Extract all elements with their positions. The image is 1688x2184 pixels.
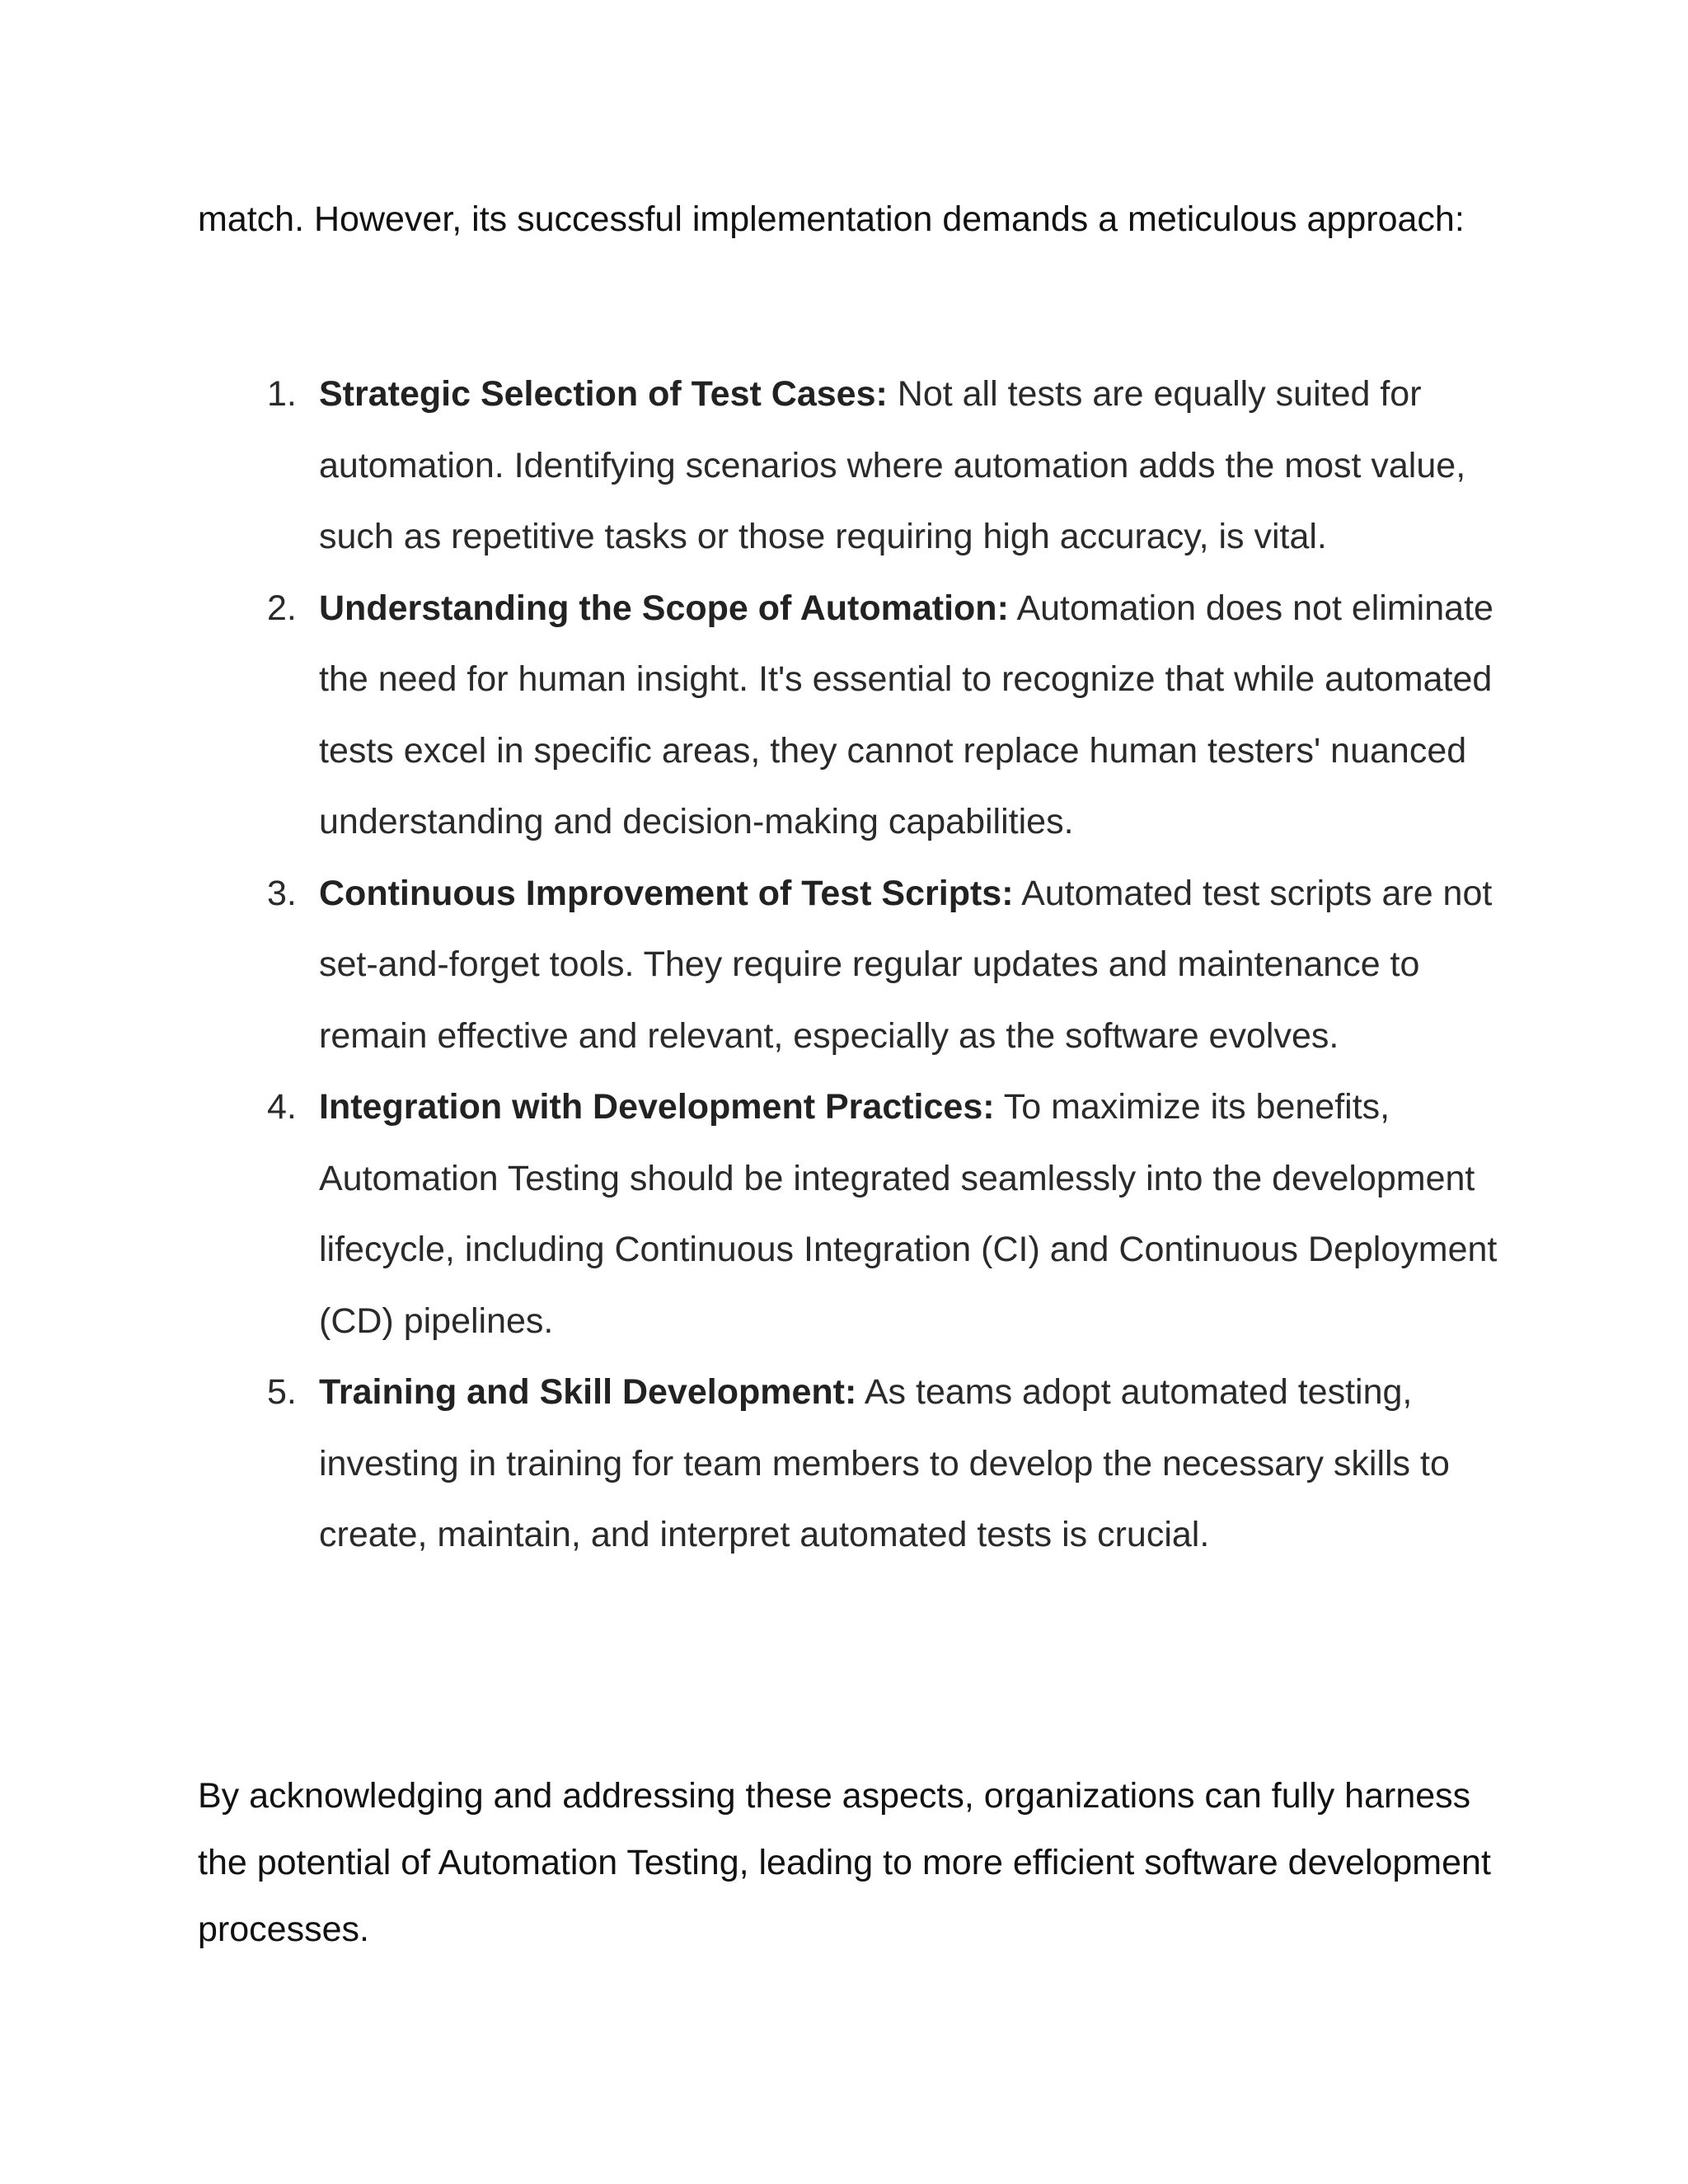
- list-item-title: Training and Skill Development:: [319, 1372, 857, 1412]
- list-item: [198, 359, 1517, 573]
- list-item-text: Automated test scripts are not set-and-forget tools. They require regular updates and maintenance to remain effective and relevant, especially as the software evolves.: [319, 873, 1493, 1056]
- list-item-title: Integration with Development Practices:: [319, 1087, 995, 1127]
- list-item-title: Understanding the Scope of Automation:: [319, 588, 1009, 628]
- list-item-text: Automation does not eliminate the need for human insight. It's essential to recognize that while automated tests excel in specific areas, they cannot replace human testers' nuanced understanding and decision-making capabilities.: [319, 588, 1493, 841]
- list-item-title: Continuous Improvement of Test Scripts:: [319, 873, 1014, 913]
- list-item: [198, 1357, 1517, 1571]
- list-item-text: As teams adopt automated testing, investing in training for team members to develop the necessary skills to create, maintain, and interpret automated tests is crucial.: [319, 1372, 1450, 1554]
- list-item-number: 3.: [267, 873, 297, 913]
- list-item-number: 1.: [267, 374, 297, 414]
- list-item-text: To maximize its benefits, Automation Testing should be integrated seamlessly into the development lifecycle, including Continuous Integration (CI) and Continuous Deployment (CD) pipelines.: [319, 1087, 1498, 1341]
- numbered-list: [198, 359, 1517, 1571]
- closing-paragraph: By acknowledging and addressing these aspects, organizations can fully harness the potential of Automation Testing, leading to more efficient software development processes.: [198, 1776, 1491, 1949]
- list-item-number: 4.: [267, 1087, 297, 1127]
- list-item: [198, 1071, 1517, 1357]
- intro-paragraph: match. However, its successful implementation demands a meticulous approach:: [198, 199, 1465, 239]
- list-item-title: Strategic Selection of Test Cases:: [319, 374, 888, 414]
- list-item: [198, 858, 1517, 1072]
- list-item-text: Not all tests are equally suited for automation. Identifying scenarios where automation adds the most value, such as repetitive tasks or those requiring high accuracy, is vital.: [319, 374, 1466, 556]
- list-item-number: 5.: [267, 1372, 297, 1412]
- list-item-number: 2.: [267, 588, 297, 628]
- list-item: [198, 573, 1517, 858]
